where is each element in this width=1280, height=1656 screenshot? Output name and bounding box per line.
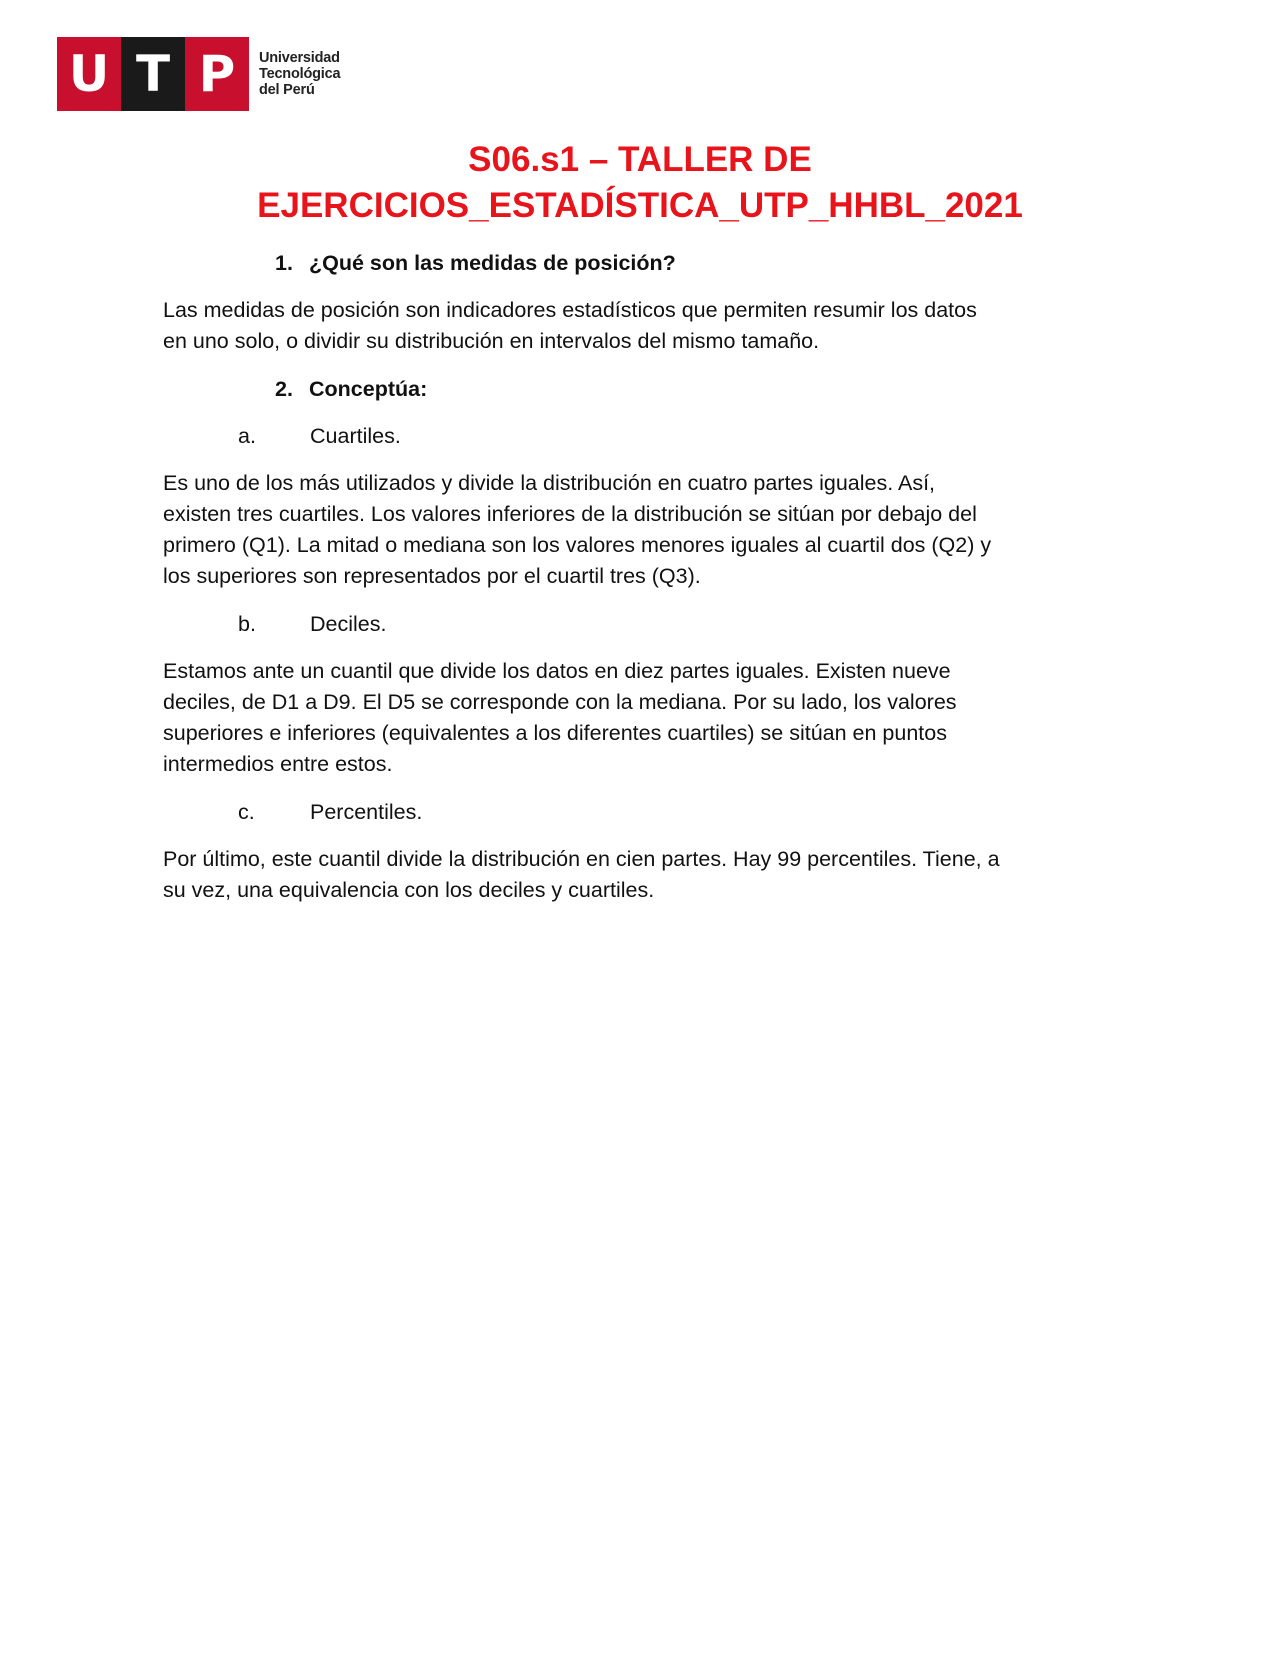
text-line: Por último, este cuantil divide la distribución en cien partes. Hay 99 percentiles. Tiene, a xyxy=(163,847,1000,871)
subitem-label: Deciles. xyxy=(310,612,387,636)
subitem-cuartiles xyxy=(163,421,1143,452)
subitem-label: Cuartiles. xyxy=(310,424,401,448)
text-line: su vez, una equivalencia con los deciles y cuartiles. xyxy=(163,878,655,902)
question-text: ¿Qué son las medidas de posición? xyxy=(309,251,676,275)
subitem-percentiles xyxy=(163,797,1143,828)
question-number: 2. xyxy=(275,377,293,401)
logo-line: Tecnológica xyxy=(259,66,341,82)
logo-line: del Perú xyxy=(259,82,315,98)
subitem-deciles xyxy=(163,609,1143,640)
title-line-2: EJERCICIOS_ESTADÍSTICA_UTP_HHBL_2021 xyxy=(257,186,1023,225)
text-line: existen tres cuartiles. Los valores inferiores de la distribución se sitúan por debajo del xyxy=(163,502,977,526)
subitem-label: Percentiles. xyxy=(310,800,423,824)
text-line: los superiores son representados por el cuartil tres (Q3). xyxy=(163,564,701,588)
logo-university-name xyxy=(259,50,340,98)
text-line: Es uno de los más utilizados y divide la distribución en cuatro partes iguales. Así, xyxy=(163,471,936,495)
utp-logo xyxy=(57,37,340,111)
logo-letter-p: P xyxy=(185,37,249,111)
text-line: intermedios entre estos. xyxy=(163,752,393,776)
document-title xyxy=(0,137,1280,229)
cuartiles-paragraph xyxy=(163,468,1143,592)
document-body xyxy=(163,248,1143,906)
text-line: Estamos ante un cuantil que divide los datos en diez partes iguales. Existen nueve xyxy=(163,659,951,683)
text-line: en uno solo, o dividir su distribución en intervalos del mismo tamaño. xyxy=(163,329,820,353)
question-1-answer xyxy=(163,295,1143,357)
question-text: Conceptúa: xyxy=(309,377,428,401)
deciles-paragraph xyxy=(163,656,1143,780)
text-line: superiores e inferiores (equivalentes a los diferentes cuartiles) se sitúan en puntos xyxy=(163,721,947,745)
percentiles-paragraph xyxy=(163,844,1143,906)
logo-line: Universidad xyxy=(259,50,340,66)
logo-letter-t: T xyxy=(121,37,185,111)
title-line-1: S06.s1 – TALLER DE xyxy=(468,140,812,179)
logo-letter-u: U xyxy=(57,37,121,111)
subitem-letter: c. xyxy=(238,800,255,824)
question-number: 1. xyxy=(275,251,293,275)
logo-letter-block xyxy=(57,37,249,111)
text-line: Las medidas de posición son indicadores estadísticos que permiten resumir los datos xyxy=(163,298,977,322)
subitem-letter: b. xyxy=(238,612,256,636)
question-1-heading xyxy=(163,248,1143,279)
subitem-letter: a. xyxy=(238,424,256,448)
text-line: primero (Q1). La mitad o mediana son los valores menores iguales al cuartil dos (Q2) y xyxy=(163,533,992,557)
question-2-heading xyxy=(163,374,1143,405)
text-line: deciles, de D1 a D9. El D5 se corresponde con la mediana. Por su lado, los valores xyxy=(163,690,957,714)
